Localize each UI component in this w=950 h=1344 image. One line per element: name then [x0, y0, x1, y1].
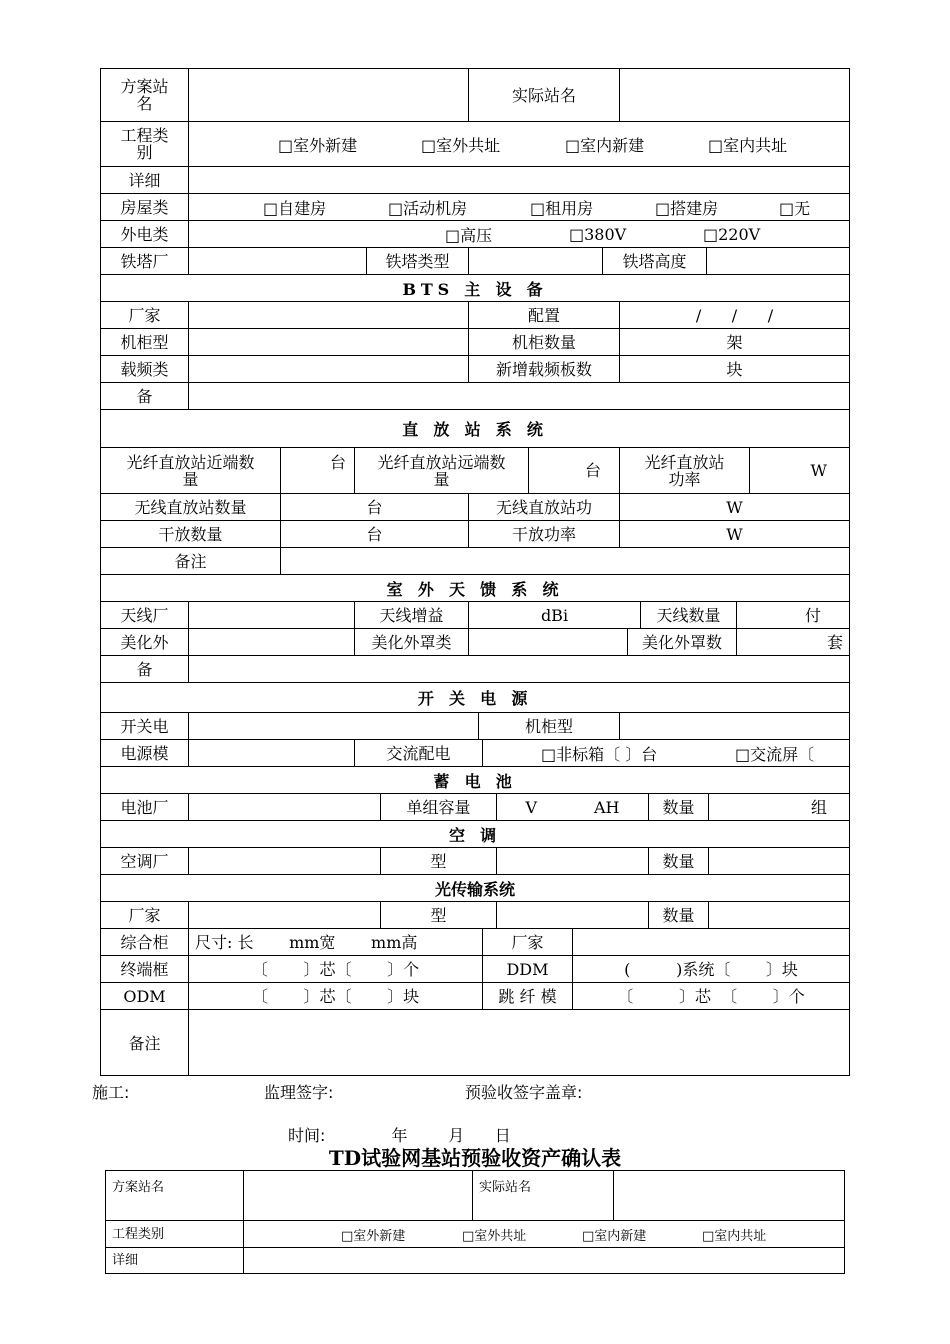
section-repeater — [101, 410, 849, 448]
row-antenna-remark — [101, 656, 849, 683]
dry-power-value[interactable]: W — [726, 524, 743, 544]
actual-site-label: 实际站名 — [469, 69, 620, 121]
bts-remark-value[interactable] — [189, 383, 849, 409]
fiber-far-label: 光纤直放站远端数 量 — [355, 448, 529, 493]
option-220v[interactable]: □220V — [703, 224, 761, 244]
acceptance-signature: 预验收签字盖章: — [465, 1083, 583, 1102]
section-battery — [101, 767, 849, 794]
option-temporary[interactable]: □搭建房 — [655, 198, 719, 218]
option-outdoor-shared-2[interactable]: □室外共址 — [462, 1228, 527, 1244]
new-carrier-label: 新增载频板数 — [469, 356, 620, 382]
bts-config-value[interactable]: / / / — [695, 305, 774, 325]
rack-size-value[interactable]: 尺寸: 长 mm宽 mm高 — [189, 929, 483, 955]
fiber-near-value[interactable]: 台 — [281, 448, 355, 493]
section-optical — [101, 875, 849, 902]
row-bts-cabinet — [101, 329, 849, 356]
cabinet-model-value[interactable] — [189, 329, 469, 355]
antenna-title: 室 外 天 馈 系 统 — [386, 579, 564, 599]
supervision-signature: 监理签字: — [264, 1083, 334, 1102]
row-antenna-cover — [101, 629, 849, 656]
cover-vendor-label: 美化外 — [101, 629, 189, 655]
project-type-label: 工程类 别 — [101, 122, 189, 166]
patch-value[interactable]: 〔 〕芯 〔 〕个 — [617, 986, 805, 1006]
tower-vendor-label: 铁塔厂 — [101, 248, 189, 274]
new-carrier-value[interactable]: 块 — [726, 359, 743, 379]
option-rented[interactable]: □租用房 — [530, 198, 594, 218]
tower-type-label: 铁塔类型 — [367, 248, 469, 274]
option-none[interactable]: □无 — [779, 198, 811, 218]
row-dry-amplifier — [101, 521, 849, 548]
cover-qty-label: 美化外罩数 — [628, 629, 737, 655]
construction-signature: 施工: — [92, 1083, 130, 1102]
optical-qty-value[interactable] — [709, 902, 849, 928]
optical-remark-value[interactable] — [189, 1010, 849, 1076]
option-indoor-shared-2[interactable]: □室内共址 — [702, 1228, 767, 1244]
cabinet-model-label: 机柜型 — [101, 329, 189, 355]
optical-model-value[interactable] — [497, 902, 649, 928]
tower-height-label: 铁塔高度 — [603, 248, 707, 274]
power-vendor-label: 开关电 — [101, 713, 189, 739]
project-type-options-2 — [244, 1221, 844, 1247]
rack-vendor-label: 厂家 — [483, 929, 573, 955]
plan-site-label: 方案站 名 — [101, 69, 189, 121]
asset-form-table-2 — [105, 1170, 845, 1274]
wireless-qty-value[interactable]: 台 — [281, 494, 469, 520]
row-bts-remark — [101, 383, 849, 410]
row-power-type — [101, 221, 849, 248]
option-high-voltage[interactable]: □高压 — [445, 225, 493, 245]
form-title: TD试验网基站预验收资产确认表 — [328, 1146, 622, 1170]
row-integrated-rack — [101, 929, 849, 956]
battery-title: 蓄 电 池 — [433, 771, 517, 791]
row-site-name-2 — [106, 1171, 844, 1221]
bts-vendor-value[interactable] — [189, 302, 469, 328]
row-bts-vendor — [101, 302, 849, 329]
antenna-gain-value[interactable]: dBi — [469, 602, 641, 628]
plan-site-value-2[interactable] — [244, 1171, 473, 1220]
cabinet-qty-label: 机柜数量 — [469, 329, 620, 355]
option-ac-screen[interactable]: □交流屏〔 — [735, 744, 815, 764]
signature-date: 时间: 年 月 日 — [288, 1126, 511, 1145]
cover-type-label: 美化外罩类 — [355, 629, 469, 655]
ac-vendor-label: 空调厂 — [101, 848, 189, 874]
dry-qty-label: 干放数量 — [101, 521, 281, 547]
row-power-module — [101, 740, 849, 767]
section-power — [101, 683, 849, 713]
option-outdoor-new[interactable]: □室外新建 — [278, 135, 358, 155]
carrier-type-label: 载频类 — [101, 356, 189, 382]
repeater-title: 直 放 站 系 统 — [402, 420, 548, 439]
row-fiber-repeater — [101, 448, 849, 494]
project-type-label-2: 工程类别 — [106, 1221, 244, 1247]
option-mobile-room[interactable]: □活动机房 — [388, 198, 468, 218]
repeater-remark-value[interactable] — [281, 548, 849, 574]
optical-qty-label: 数量 — [649, 902, 709, 928]
bts-remark-label: 备 — [101, 383, 189, 409]
bts-title: BTS 主 设 备 — [402, 279, 548, 299]
terminal-label: 终端框 — [101, 956, 189, 982]
plan-site-label-2: 方案站名 — [106, 1171, 244, 1220]
antenna-qty-label: 天线数量 — [641, 602, 737, 628]
ac-qty-value[interactable] — [709, 848, 849, 874]
detail-value-2[interactable] — [244, 1248, 844, 1273]
option-indoor-new-2[interactable]: □室内新建 — [582, 1228, 647, 1244]
ac-dist-label: 交流配电 — [355, 740, 483, 766]
row-terminal-frame — [101, 956, 849, 983]
option-outdoor-new-2[interactable]: □室外新建 — [341, 1228, 406, 1244]
row-project-type — [101, 122, 849, 167]
ac-qty-label: 数量 — [649, 848, 709, 874]
ddm-label: DDM — [483, 956, 573, 982]
antenna-remark-value[interactable] — [189, 656, 849, 682]
cover-vendor-value[interactable] — [189, 629, 355, 655]
carrier-type-value[interactable] — [189, 356, 469, 382]
power-type-label: 外电类 — [101, 221, 189, 247]
antenna-remark-label: 备 — [101, 656, 189, 682]
row-wireless-repeater — [101, 494, 849, 521]
optical-vendor-value[interactable] — [189, 902, 381, 928]
detail-label-2: 详细 — [106, 1248, 244, 1273]
power-type-options — [189, 221, 849, 247]
optical-remark-label: 备注 — [101, 1010, 189, 1076]
project-type-options — [189, 122, 849, 166]
detail-value[interactable] — [189, 167, 849, 193]
row-optical-vendor — [101, 902, 849, 929]
power-module-label: 电源模 — [101, 740, 189, 766]
ah-unit: AH — [593, 797, 620, 817]
wireless-power-label: 无线直放站功 — [469, 494, 620, 520]
ac-dist-options — [483, 740, 849, 766]
optical-model-label: 型 — [381, 902, 497, 928]
row-site-name — [101, 69, 849, 122]
actual-site-value[interactable] — [620, 69, 849, 121]
bts-vendor-label: 厂家 — [101, 302, 189, 328]
antenna-vendor-label: 天线厂 — [101, 602, 189, 628]
battery-vendor-label: 电池厂 — [101, 794, 189, 820]
actual-site-value-2[interactable] — [614, 1171, 844, 1220]
odf-label: ODM — [101, 983, 189, 1009]
repeater-remark-label: 备注 — [101, 548, 281, 574]
row-detail — [101, 167, 849, 194]
row-detail-2 — [106, 1248, 844, 1273]
row-project-type-2 — [106, 1221, 844, 1248]
optical-vendor-label: 厂家 — [101, 902, 189, 928]
row-antenna — [101, 602, 849, 629]
antenna-qty-value[interactable]: 付 — [804, 605, 821, 625]
cover-type-value[interactable] — [469, 629, 628, 655]
ac-model-value[interactable] — [497, 848, 649, 874]
power-cabinet-label: 机柜型 — [479, 713, 620, 739]
wireless-power-value[interactable]: W — [726, 497, 743, 517]
ac-title: 空 调 — [449, 825, 501, 845]
actual-site-label-2: 实际站名 — [473, 1171, 614, 1220]
tower-vendor-value[interactable] — [189, 248, 367, 274]
row-ac — [101, 848, 849, 875]
ac-model-label: 型 — [381, 848, 497, 874]
battery-vendor-value[interactable] — [189, 794, 381, 820]
row-tower — [101, 248, 849, 275]
option-indoor-shared[interactable]: □室内共址 — [708, 135, 788, 155]
power-module-value[interactable] — [189, 740, 355, 766]
power-vendor-value[interactable] — [189, 713, 479, 739]
option-outdoor-shared[interactable]: □室外共址 — [421, 135, 501, 155]
tower-height-value[interactable] — [707, 248, 849, 274]
building-type-label: 房屋类 — [101, 194, 189, 220]
option-indoor-new[interactable]: □室内新建 — [565, 135, 645, 155]
antenna-gain-label: 天线增益 — [355, 602, 469, 628]
tower-type-value[interactable] — [469, 248, 603, 274]
battery-capacity-label: 单组容量 — [381, 794, 497, 820]
plan-site-value[interactable] — [189, 69, 469, 121]
battery-qty-value[interactable]: 组 — [810, 797, 827, 817]
dry-power-label: 干放功率 — [469, 521, 620, 547]
rack-label: 综合柜 — [101, 929, 189, 955]
row-bts-carrier — [101, 356, 849, 383]
option-nonstd-box[interactable]: □非标箱〔 〕台 — [541, 744, 658, 764]
power-cabinet-value[interactable] — [620, 713, 849, 739]
volt-unit: V — [525, 797, 538, 817]
fiber-far-value[interactable]: 台 — [529, 448, 620, 493]
fiber-near-label: 光纤直放站近端数 量 — [101, 448, 281, 493]
antenna-vendor-value[interactable] — [189, 602, 355, 628]
detail-label: 详细 — [101, 167, 189, 193]
asset-form-table — [100, 68, 850, 1076]
odf-value[interactable]: 〔 〕芯〔 〕块 — [189, 983, 483, 1009]
row-odf — [101, 983, 849, 1010]
row-battery — [101, 794, 849, 821]
option-self-built[interactable]: □自建房 — [263, 198, 327, 218]
battery-qty-label: 数量 — [649, 794, 709, 820]
cover-qty-value[interactable]: 套 — [826, 632, 843, 652]
terminal-value[interactable]: 〔 〕芯〔 〕个 — [189, 956, 483, 982]
battery-capacity-value[interactable] — [497, 794, 649, 820]
section-ac — [101, 821, 849, 848]
bts-config-label: 配置 — [469, 302, 620, 328]
patch-label: 跳 纤 模 — [483, 983, 573, 1009]
section-antenna — [101, 575, 849, 602]
row-power-vendor — [101, 713, 849, 740]
option-380v[interactable]: □380V — [569, 224, 627, 244]
cabinet-qty-value[interactable]: 架 — [726, 332, 743, 352]
row-optical-remark — [101, 1010, 849, 1076]
row-building-type — [101, 194, 849, 221]
optical-title: 光传输系统 — [434, 879, 515, 899]
ddm-value[interactable]: ( )系统〔 〕块 — [624, 959, 798, 979]
dry-qty-value[interactable]: 台 — [281, 521, 469, 547]
fiber-power-label: 光纤直放站 功率 — [620, 448, 750, 493]
rack-vendor-value[interactable] — [573, 929, 849, 955]
power-title: 开 关 电 源 — [417, 689, 533, 708]
building-type-options — [189, 194, 849, 220]
fiber-power-value[interactable]: W — [810, 461, 827, 480]
ac-vendor-value[interactable] — [189, 848, 381, 874]
section-bts — [101, 275, 849, 302]
wireless-qty-label: 无线直放站数量 — [101, 494, 281, 520]
row-repeater-remark — [101, 548, 849, 575]
